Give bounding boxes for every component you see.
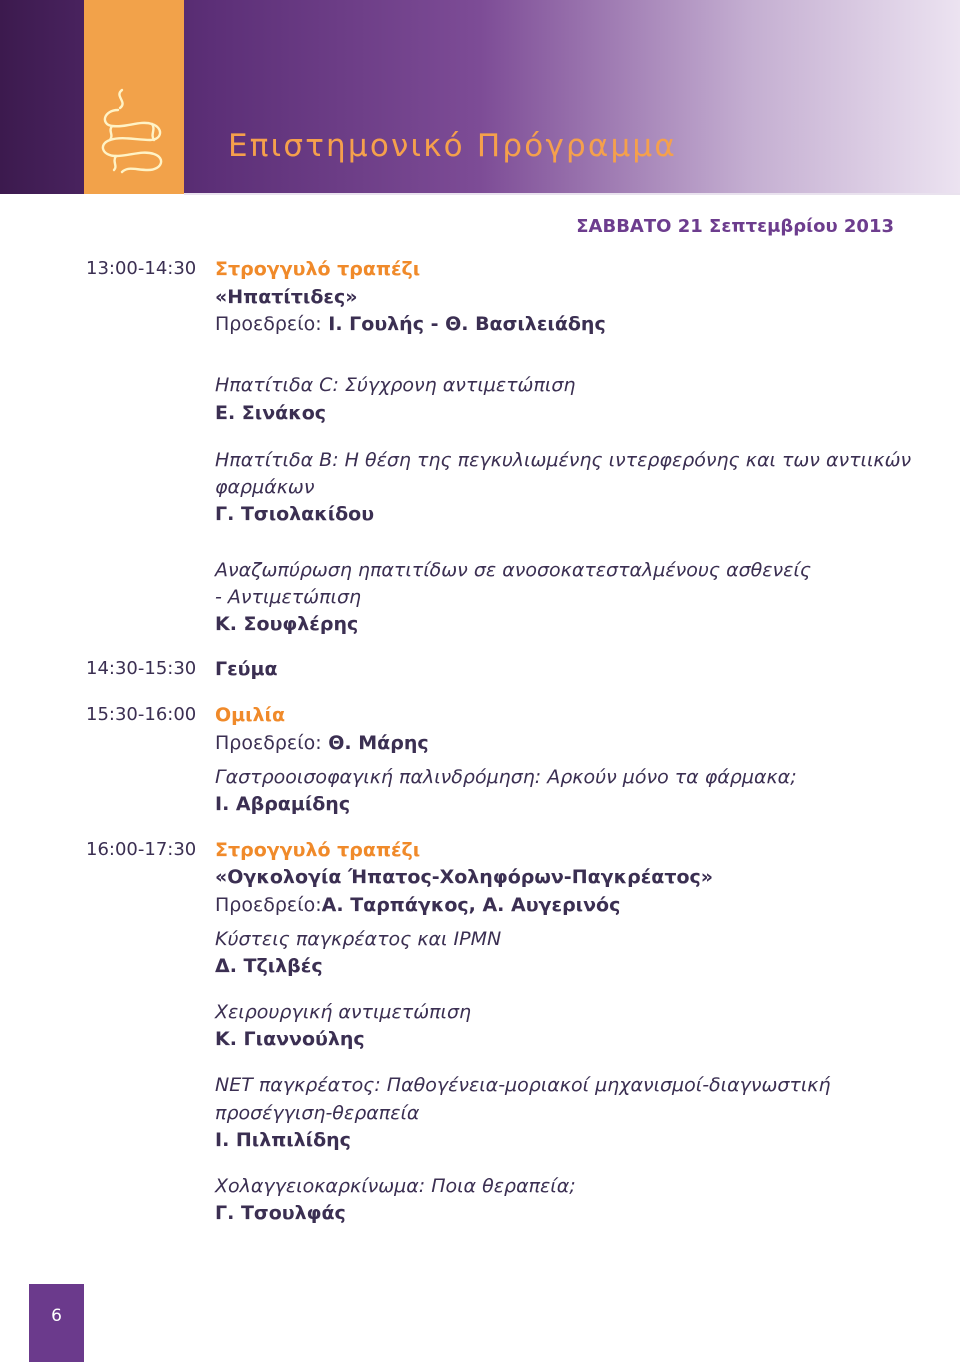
page-header [0,0,960,194]
session-subtitle: «Ηπατίτιδες» [215,286,358,308]
talk-speaker: Γ. Τσιολακίδου [215,503,375,525]
intestine-logo-icon [92,84,176,180]
talk-title: NET παγκρέατος: Παθογένεια-μοριακοί μηχανισμοί-διαγνωστική [215,1074,831,1096]
talk-title-cont: φαρμάκων [215,476,315,498]
talk-speaker: Ε. Σινάκος [215,402,327,424]
talk-speaker: Γ. Τσουλφάς [215,1202,346,1224]
chairs-label: Προεδρείο: [215,894,322,916]
talk-title-cont: - Αντιμετώπιση [215,586,362,608]
session-chairs [215,729,429,757]
page-number: 6 [51,1306,62,1326]
session-time: 16:00-17:30 [86,839,197,860]
talk-title: Χειρουργική αντιμετώπιση [215,1001,472,1023]
session-title: Στρογγυλό τραπέζι [215,839,421,861]
header-divider [184,193,960,195]
talk-speaker: Ι. Πιλπιλίδης [215,1129,351,1151]
talk-title: Χολαγγειοκαρκίνωμα: Ποια θεραπεία; [215,1175,576,1197]
talk-speaker: Κ. Γιαννούλης [215,1028,365,1050]
session-title: Ομιλία [215,704,286,726]
talk-title: Ηπατίτιδα Β: Η θέση της πεγκυλιωμένης ιντερφερόνης και των αντιικών [215,449,912,471]
chairs-names: Α. Ταρπάγκος, Α. Αυγερινός [321,894,621,916]
session-chairs [215,891,620,919]
session-title: Στρογγυλό τραπέζι [215,258,421,280]
talk-title: Γαστροοισοφαγική παλινδρόμηση: Αρκούν μόνο τα φάρμακα; [215,766,797,788]
chairs-names: Θ. Μάρης [321,732,429,754]
date-heading: ΣΑΒΒΑΤΟ 21 Σεπτεμβρίου 2013 [576,216,894,237]
talk-speaker: Ι. Αβραμίδης [215,793,351,815]
page-title: Επιστημονικό Πρόγραμμα [228,128,677,164]
chairs-names: Ι. Γουλής - Θ. Βασιλειάδης [321,313,606,335]
session-subtitle: «Ογκολογία Ήπατος-Χοληφόρων-Παγκρέατος» [215,866,714,888]
talk-title: Κύστεις παγκρέατος και IPMN [215,928,502,950]
session-chairs [215,310,606,338]
session-time: 13:00-14:30 [86,258,197,279]
talk-speaker: Κ. Σουφλέρης [215,613,359,635]
session-time: 14:30-15:30 [86,658,197,679]
session-time: 15:30-16:00 [86,704,197,725]
session-title: Γεύμα [215,658,278,680]
page-number-box [29,1284,84,1362]
talk-title: Ηπατίτιδα C: Σύγχρονη αντιμετώπιση [215,374,576,396]
talk-title-cont: προσέγγιση-θεραπεία [215,1102,420,1124]
logo-panel [84,0,184,194]
chairs-label: Προεδρείο: [215,313,322,335]
chairs-label: Προεδρείο: [215,732,322,754]
talk-speaker: Δ. Τζιλβές [215,955,323,977]
talk-title: Αναζωπύρωση ηπατιτίδων σε ανοσοκατεσταλμένους ασθενείς [215,559,812,581]
